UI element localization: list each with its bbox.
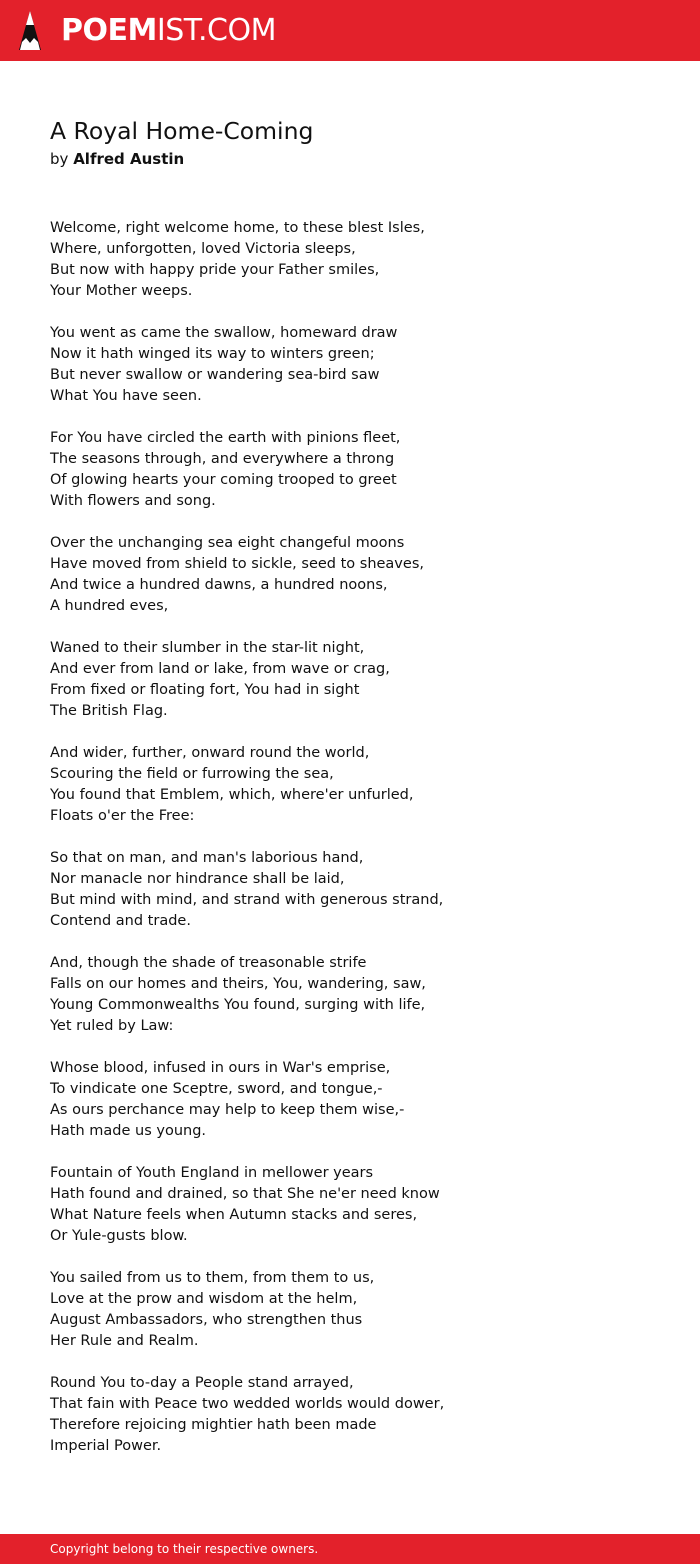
poem-line: Therefore rejoicing mightier hath been made [50, 1417, 377, 1433]
poem-line: And, though the shade of treasonable strife [50, 955, 367, 971]
stanza [50, 428, 650, 512]
poem-line: Her Rule and Realm. [50, 1333, 199, 1349]
poem-line: Fountain of Youth England in mellower years [50, 1165, 374, 1181]
byline-prefix: by [50, 150, 69, 168]
poem-line: Young Commonwealths You found, surging with life, [50, 997, 426, 1013]
poem-line: Scouring the field or furrowing the sea, [50, 766, 334, 782]
poem-line: But now with happy pride your Father smiles, [50, 262, 380, 278]
poem-title: A Royal Home-Coming [50, 117, 314, 145]
poem-line: For You have circled the earth with pinions fleet, [50, 430, 401, 446]
poem-line: Round You to-day a People stand arrayed, [50, 1375, 354, 1391]
poem-line: Have moved from shield to sickle, seed to sheaves, [50, 556, 424, 572]
poem-body [50, 218, 650, 1478]
poem-line: Contend and trade. [50, 913, 191, 929]
stanza [50, 323, 650, 407]
stanza [50, 953, 650, 1037]
poem-line: Love at the prow and wisdom at the helm, [50, 1291, 358, 1307]
site-header [0, 0, 700, 61]
poem-line: Now it hath winged its way to winters green; [50, 346, 375, 362]
poem-line: That fain with Peace two wedded worlds would dower, [50, 1396, 445, 1412]
stanza [50, 638, 650, 722]
poem-line: Waned to their slumber in the star-lit night, [50, 640, 365, 656]
stanza [50, 743, 650, 827]
poem-line: Yet ruled by Law: [50, 1018, 174, 1034]
poem-line: As ours perchance may help to keep them wise,- [50, 1102, 405, 1118]
poem-line: You sailed from us to them, from them to us, [50, 1270, 375, 1286]
poem-line: So that on man, and man's laborious hand, [50, 850, 364, 866]
poem-line: Or Yule-gusts blow. [50, 1228, 188, 1244]
poem-line: But mind with mind, and strand with generous strand, [50, 892, 444, 908]
byline [50, 149, 184, 169]
stanza [50, 218, 650, 302]
poem-line: Hath made us young. [50, 1123, 207, 1139]
poem-line: With flowers and song. [50, 493, 216, 509]
stanza [50, 533, 650, 617]
copyright-text: Copyright belong to their respective owners. [50, 1542, 319, 1556]
poem-line: What Nature feels when Autumn stacks and seres, [50, 1207, 418, 1223]
poem-line: Welcome, right welcome home, to these blest Isles, [50, 220, 425, 236]
poem-line: Hath found and drained, so that She ne'er need know [50, 1186, 440, 1202]
logo-text-bold: POEM [61, 13, 157, 48]
poem-line: Over the unchanging sea eight changeful moons [50, 535, 405, 551]
poem-line: Of glowing hearts your coming trooped to greet [50, 472, 397, 488]
poem-line: Whose blood, infused in ours in War's emprise, [50, 1060, 391, 1076]
poem-line: To vindicate one Sceptre, sword, and tongue,- [50, 1081, 383, 1097]
poem-line: Nor manacle nor hindrance shall be laid, [50, 871, 345, 887]
poem-line: What You have seen. [50, 388, 202, 404]
poem-line: August Ambassadors, who strengthen thus [50, 1312, 363, 1328]
poem-line: From fixed or floating fort, You had in sight [50, 682, 360, 698]
poem-line: But never swallow or wandering sea-bird saw [50, 367, 380, 383]
stanza [50, 1058, 650, 1142]
stanza [50, 1268, 650, 1352]
poem-line: You found that Emblem, which, where'er unfurled, [50, 787, 414, 803]
pencil-logo-icon[interactable] [18, 10, 42, 52]
site-logo[interactable] [61, 13, 276, 49]
logo-text-light: IST.COM [156, 13, 276, 48]
poem-line: Your Mother weeps. [50, 283, 193, 299]
site-footer [0, 1534, 700, 1564]
stanza [50, 1373, 650, 1457]
poem-line: Where, unforgotten, loved Victoria sleeps, [50, 241, 356, 257]
poem-line: Floats o'er the Free: [50, 808, 195, 824]
poem-line: You went as came the swallow, homeward draw [50, 325, 398, 341]
author-link[interactable]: Alfred Austin [73, 150, 185, 168]
poem-line: And ever from land or lake, from wave or crag, [50, 661, 390, 677]
poem-line: Falls on our homes and theirs, You, wandering, saw, [50, 976, 426, 992]
stanza [50, 848, 650, 932]
poem-line: Imperial Power. [50, 1438, 162, 1454]
poem-line: The seasons through, and everywhere a throng [50, 451, 395, 467]
poem-line: And twice a hundred dawns, a hundred noons, [50, 577, 388, 593]
poem-line: The British Flag. [50, 703, 168, 719]
stanza [50, 1163, 650, 1247]
poem-line: And wider, further, onward round the world, [50, 745, 370, 761]
poem-line: A hundred eves, [50, 598, 169, 614]
